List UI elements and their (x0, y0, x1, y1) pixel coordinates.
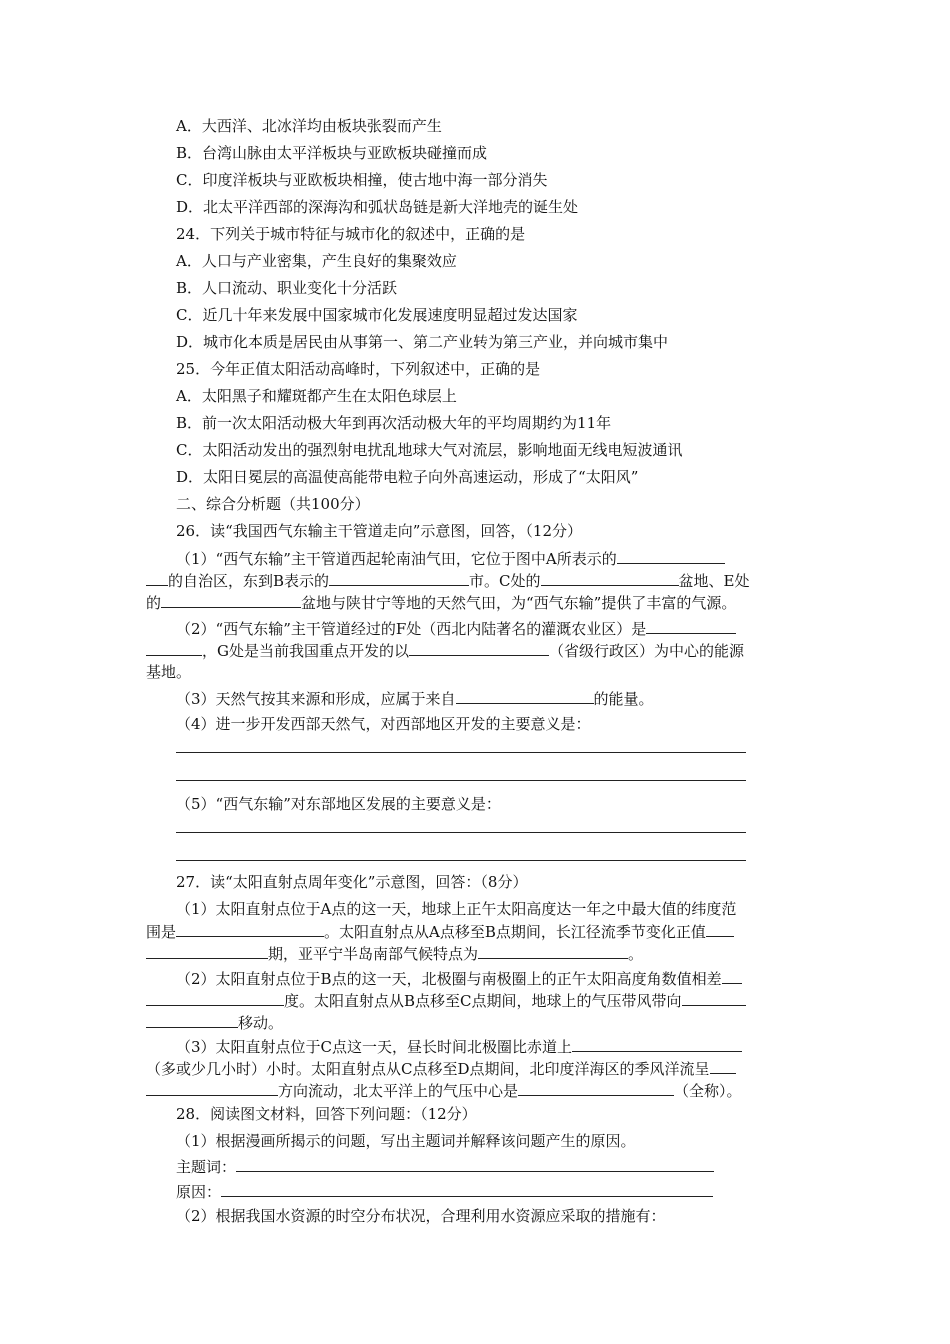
answer-line[interactable] (176, 832, 746, 833)
answer-blank[interactable] (682, 990, 746, 1006)
q23-option-b: B．台湾山脉由太平洋板块与亚欧板块碰撞而成 (176, 144, 488, 162)
answer-blank[interactable] (541, 570, 679, 586)
q27-p3-text-b-span: （多或少几小时）小时。太阳直射点从C点移至D点期间，北印度洋海区的季风洋流呈 (146, 1060, 710, 1078)
q26-p1-text-c: 市。C处的 (469, 572, 541, 590)
answer-line[interactable] (176, 860, 746, 861)
q24-option-d: D．城市化本质是居民由从事第一、第二产业转为第三产业，并向城市集中 (176, 333, 669, 351)
q27-p2-text-b: 度。太阳直射点从B点移至C点期间，地球上的气压带风带向 (284, 992, 682, 1010)
q24-option-a: A．人口与产业密集，产生良好的集聚效应 (176, 252, 457, 270)
q28-keyword-line (176, 1156, 714, 1177)
q27-p3-text-c: 方向流动，北太平洋上的气压中心是 (278, 1082, 519, 1100)
answer-blank[interactable] (161, 592, 301, 608)
answer-blank[interactable] (146, 943, 268, 959)
answer-blank[interactable] (409, 640, 549, 656)
q26-p3-line (176, 688, 654, 709)
section-2-title: 二、综合分析题（共100分） (176, 495, 370, 513)
q26-p2-line1 (176, 618, 736, 639)
q26-p1-text-e: 的 (146, 594, 162, 612)
reason-answer-blank[interactable] (221, 1181, 713, 1197)
q27-p2-line2 (146, 990, 746, 1011)
q28-keyword-label: 主题词： (176, 1158, 237, 1176)
q26-p2-line2 (146, 640, 744, 661)
q28-reason-label: 原因： (176, 1183, 222, 1201)
q26-p1-line2 (146, 570, 749, 591)
answer-blank[interactable] (146, 570, 168, 586)
q27-p1-text-e: 。 (628, 945, 644, 963)
answer-blank[interactable] (646, 618, 736, 634)
q28-p2: （2）根据我国水资源的时空分布状况，合理利用水资源应采取的措施有： (176, 1207, 666, 1225)
q26-p2-text-a: （2）“西气东输”主干管道经过的F处（西北内陆著名的灌溉农业区）是 (176, 620, 647, 638)
q27-p1-text-c: 。太阳直射点从A点移至B点期间，长江径流季节变化正值 (324, 923, 706, 941)
q26-p2-text-b: ，G处是当前我国重点开发的以 (202, 642, 409, 660)
answer-blank[interactable] (146, 1080, 278, 1096)
q26-p2-text-d: 基地。 (146, 663, 192, 681)
q27-p2-line1 (176, 968, 742, 989)
answer-blank[interactable] (146, 640, 202, 656)
q26-p1-text-b: 的自治区，东到B表示的 (168, 572, 330, 590)
answer-blank[interactable] (710, 1058, 736, 1074)
answer-blank[interactable] (518, 1080, 674, 1096)
q27-p3-line3 (146, 1080, 742, 1101)
q26-p4: （4）进一步开发西部天然气，对西部地区开发的主要意义是： (176, 715, 591, 733)
answer-line[interactable] (176, 752, 746, 753)
q26-p1-text-d: 盆地、E处 (678, 572, 750, 590)
answer-blank[interactable] (617, 548, 725, 564)
answer-blank[interactable] (478, 943, 628, 959)
q26-p2-text-c: （省级行政区）为中心的能源 (548, 642, 744, 660)
q27-p1-line2 (146, 921, 734, 942)
answer-blank[interactable] (572, 1036, 742, 1052)
answer-blank[interactable] (146, 1012, 238, 1028)
q25-option-a: A．太阳黑子和耀斑都产生在太阳色球层上 (176, 387, 457, 405)
q24-option-c: C．近几十年来发展中国家城市化发展速度明显超过发达国家 (176, 306, 578, 324)
q25-stem: 25．今年正值太阳活动高峰时，下列叙述中，正确的是 (176, 360, 541, 378)
q28-p1: （1）根据漫画所揭示的问题，写出主题词并解释该问题产生的原因。 (176, 1132, 636, 1150)
answer-blank[interactable] (146, 990, 284, 1006)
q27-p2-line3 (146, 1012, 283, 1033)
answer-blank[interactable] (706, 921, 734, 937)
q23-option-a: A．大西洋、北冰洋均由板块张裂而产生 (176, 117, 442, 135)
q26-p1-line3 (146, 592, 736, 613)
q27-p3-text-b (146, 1058, 736, 1079)
q25-option-d: D．太阳日冕层的高温使高能带电粒子向外高速运动，形成了“太阳风” (176, 468, 639, 486)
q27-p3-text-d: （全称）。 (674, 1082, 742, 1100)
q26-p3-text-b: 的能量。 (593, 690, 654, 708)
q27-p1-text-b: 围是 (146, 923, 177, 941)
q26-p1-text-a: （1）“西气东输”主干管道西起轮南油气田，它位于图中A所表示的 (176, 550, 617, 568)
answer-blank[interactable] (176, 921, 324, 937)
q25-option-b: B．前一次太阳活动极大年到再次活动极大年的平均周期约为11年 (176, 414, 612, 432)
keyword-answer-blank[interactable] (236, 1156, 714, 1172)
answer-blank[interactable] (722, 968, 742, 984)
q26-p1-text-f: 盆地与陕甘宁等地的天然气田，为“西气东输”提供了丰富的气源。 (301, 594, 737, 612)
q27-p3-text-a: （3）太阳直射点位于C点这一天，昼长时间北极圈比赤道上 (176, 1038, 573, 1056)
answer-blank[interactable] (329, 570, 469, 586)
answer-line[interactable] (176, 780, 746, 781)
q27-stem: 27．读“太阳直射点周年变化”示意图，回答：（8分） (176, 873, 528, 891)
answer-blank[interactable] (456, 688, 594, 704)
q26-stem: 26．读“我国西气东输主干管道走向”示意图，回答，（12分） (176, 522, 583, 540)
q26-p1-line1 (176, 548, 725, 569)
q27-p2-text-c: 移动。 (238, 1014, 284, 1032)
q23-option-d: D．北太平洋西部的深海沟和弧状岛链是新大洋地壳的诞生处 (176, 198, 579, 216)
q28-reason-line (176, 1181, 713, 1202)
q24-stem: 24．下列关于城市特征与城市化的叙述中，正确的是 (176, 225, 526, 243)
q27-p1-text-d: 期，亚平宁半岛南部气候特点为 (268, 945, 479, 963)
q24-option-b: B．人口流动、职业变化十分活跃 (176, 279, 398, 297)
q23-option-c: C．印度洋板块与亚欧板块相撞，使古地中海一部分消失 (176, 171, 548, 189)
q27-p1-line1: （1）太阳直射点位于A点的这一天，地球上正午太阳高度达一年之中最大值的纬度范 (176, 900, 737, 918)
q27-p3-line1 (176, 1036, 742, 1057)
q27-p1-line3 (146, 943, 643, 964)
q27-p2-text-a: （2）太阳直射点位于B点的这一天，北极圈与南极圈上的正午太阳高度角数值相差 (176, 970, 722, 988)
q25-option-c: C．太阳活动发出的强烈射电扰乱地球大气对流层，影响地面无线电短波通讯 (176, 441, 683, 459)
q26-p5: （5）“西气东输”对东部地区发展的主要意义是： (176, 795, 501, 813)
q26-p3-text-a: （3）天然气按其来源和形成，应属于来自 (176, 690, 456, 708)
q28-stem: 28．阅读图文材料，回答下列问题：（12分） (176, 1105, 477, 1123)
